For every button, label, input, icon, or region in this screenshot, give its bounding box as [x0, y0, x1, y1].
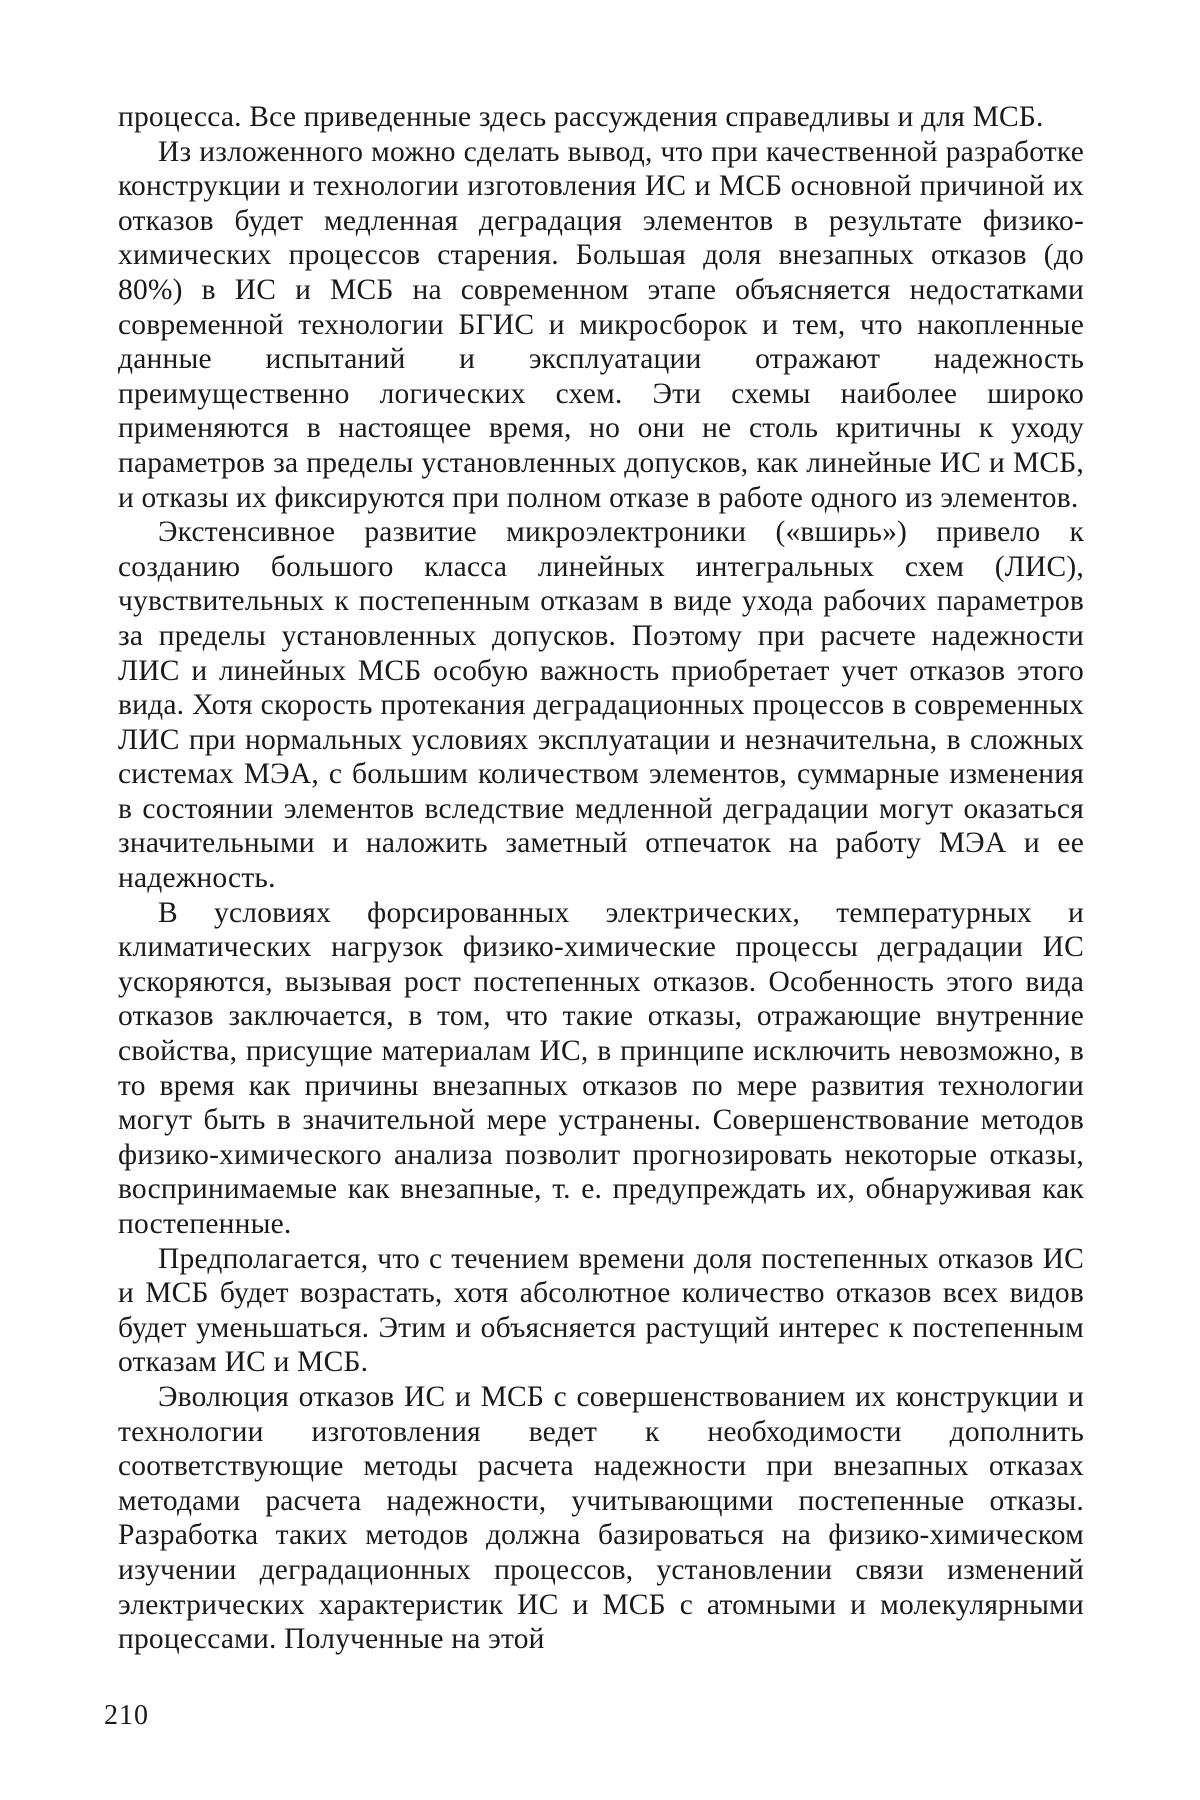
paragraph-forced-conditions: В условиях форсированных электрических, температурных и климатических нагрузок физико-химические процессы деградации ИС ускоряются, вызывая рост постепенных отказов. Особенность этого вида отказов заключается, в том, что такие отказы, отражающие внутренние свойства, присущие материалам ИС, в принципе исключить невозможно, в то время как причины внезапных отказов по мере развития технологии могут быть в значительной мере устранены. Совершенствование методов физико-химического анализа позволит прогнозировать некоторые отказы, воспринимаемые как внезапные, т. е. предупреждать их, обнаруживая как постепенные.	[118, 896, 1084, 1242]
paragraph-conclusion: Из изложенного можно сделать вывод, что при качественной разработке конструкции и технологии изготовления ИС и МСБ основной причиной их отказов будет медленная деградация элементов в результате физико-химических процессов старения. Большая доля внезапных отказов (до 80%) в ИС и МСБ на современном этапе объясняется недостатками современной технологии БГИС и микросборок и тем, что накопленные данные испытаний и эксплуатации отражают надежность преимущественно логических схем. Эти схемы наиболее широко применяются в настоящее время, но они не столь критичны к уходу параметров за пределы установленных допусков, как линейные ИС и МСБ, и отказы их фиксируются при полном отказе в работе одного из элементов.	[118, 135, 1084, 516]
page-text-body	[118, 100, 1084, 1760]
paragraph-assumption: Предполагается, что с течением времени доля постепенных отказов ИС и МСБ будет возрастать, хотя абсолютное количество отказов всех видов будет уменьшаться. Этим и объясняется растущий интерес к постепенным отказам ИС и МСБ.	[118, 1242, 1084, 1380]
paragraph-continuation: процесса. Все приведенные здесь рассуждения справедливы и для МСБ.	[118, 100, 1084, 135]
page-number: 210	[104, 1700, 149, 1732]
paragraph-extensive-development: Экстенсивное развитие микроэлектроники («вширь») привело к созданию большого класса линейных интегральных схем (ЛИС), чувствительных к постепенным отказам в виде ухода рабочих параметров за пределы установленных допусков. Поэтому при расчете надежности ЛИС и линейных МСБ особую важность приобретает учет отказов этого вида. Хотя скорость протекания деградационных процессов в современных ЛИС при нормальных условиях эксплуатации и незначительна, в сложных системах МЭА, с большим количеством элементов, суммарные изменения в состоянии элементов вследствие медленной деградации могут оказаться значительными и наложить заметный отпечаток на работу МЭА и ее надежность.	[118, 515, 1084, 896]
paragraph-evolution: Эволюция отказов ИС и МСБ с совершенствованием их конструкции и технологии изготовления ведет к необходимости дополнить соответствующие методы расчета надежности при внезапных отказах методами расчета надежности, учитывающими постепенные отказы. Разработка таких методов должна базироваться на физико-химическом изучении деградационных процессов, установлении связи изменений электрических характеристик ИС и МСБ с атомными и молекулярными процессами. Полученные на этой	[118, 1380, 1084, 1657]
